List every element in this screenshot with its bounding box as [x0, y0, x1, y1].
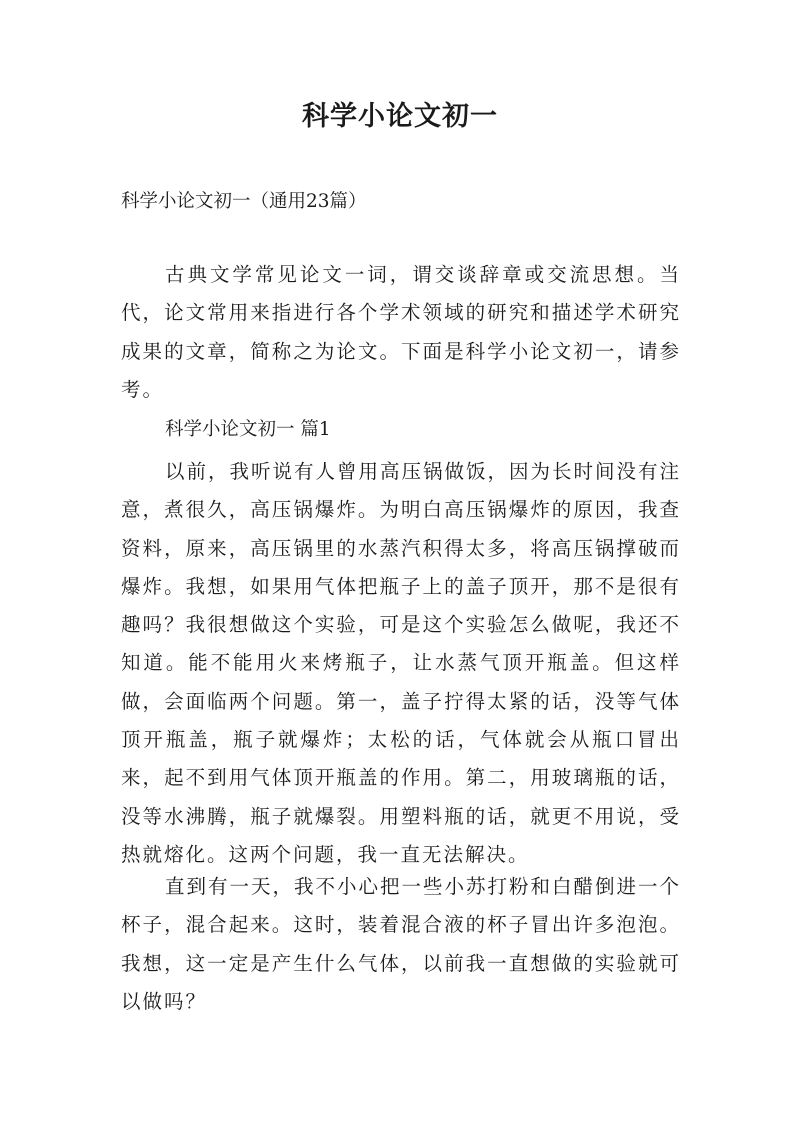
section-heading: 科学小论文初一 篇1	[165, 419, 331, 440]
intro-paragraph: 古典文学常见论文一词，谓交谈辞章或交流思想。当代，论文常用来指进行各个学术领域的研究和描述学术研究成果的文章，简称之为论文。下面是科学小论文初一，请参考。	[121, 263, 681, 401]
body-paragraph: 直到有一天，我不小心把一些小苏打粉和白醋倒进一个杯子，混合起来。这时，装着混合液的杯子冒出许多泡泡。我想，这一定是产生什么气体，以前我一直想做的实验就可以做吗？	[121, 875, 682, 1013]
document-title: 科学小论文初一	[302, 101, 498, 132]
document-subtitle: 科学小论文初一（通用23篇）	[121, 191, 367, 212]
body-paragraph: 以前，我听说有人曾用高压锅做饭，因为长时间没有注意，煮很久，高压锅爆炸。为明白高压锅爆炸的原因，我查资料，原来，高压锅里的水蒸汽积得太多，将高压锅撑破而爆炸。我想，如果用气体把瓶子上的盖子顶开，那不是很有趣吗？我很想做这个实验，可是这个实验怎么做呢，我还不知道。能不能用火来烤瓶子，让水蒸气顶开瓶盖。但这样做，会面临两个问题。第一，盖子拧得太紧的话，没等气体顶开瓶盖，瓶子就爆炸；太松的话，气体就会从瓶口冒出来，起不到用气体顶开瓶盖的作用。第二，用玻璃瓶的话，没等水沸腾，瓶子就爆裂。用塑料瓶的话，就更不用说，受热就熔化。这两个问题，我一直无法解决。	[121, 460, 682, 866]
